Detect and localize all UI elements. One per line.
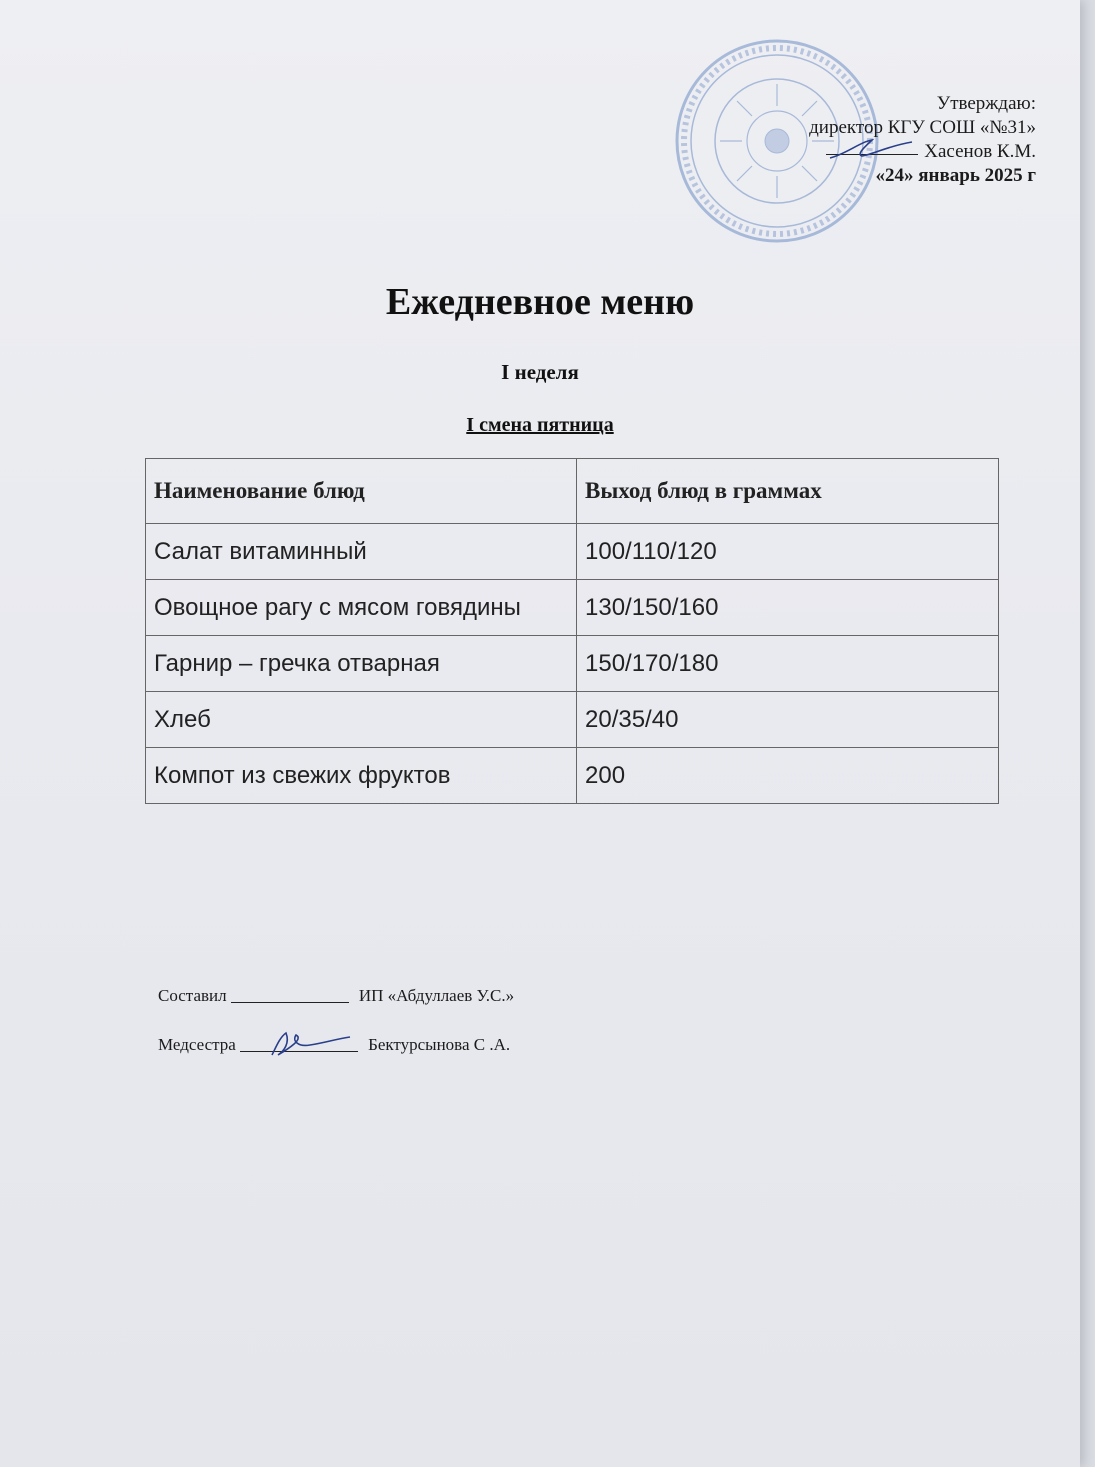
menu-table (145, 458, 999, 804)
dish-name-cell: Гарнир – гречка отварная (146, 636, 577, 692)
table-row (146, 636, 999, 692)
header-portion-weight: Выход блюд в граммах (577, 459, 999, 524)
table-row (146, 692, 999, 748)
page-title: Ежедневное меню (385, 281, 695, 323)
approval-block (809, 92, 1036, 188)
approval-position: директор КГУ СОШ «№31» (809, 117, 1036, 138)
signature-blank (231, 1002, 349, 1003)
table-row (146, 580, 999, 636)
portion-weight-cell: 150/170/180 (577, 636, 999, 692)
portion-weight-cell: 200 (577, 748, 999, 804)
header-dish-name: Наименование блюд (146, 459, 577, 524)
table-row (146, 748, 999, 804)
compiled-name: ИП «Абдуллаев У.С.» (358, 986, 515, 1005)
portion-weight-cell: 100/110/120 (577, 524, 999, 580)
signature-line (826, 154, 918, 155)
approval-date: «24» январь 2025 г (875, 165, 1036, 186)
nurse-signature (264, 1029, 354, 1059)
portion-weight-cell: 20/35/40 (577, 692, 999, 748)
approval-title: Утверждаю: (936, 93, 1036, 114)
approval-signer-name: Хасенов К.М. (924, 141, 1036, 162)
compiled-label: Составил (158, 986, 227, 1005)
signature-blank (240, 1051, 358, 1052)
dish-name-cell: Салат витаминный (146, 524, 577, 580)
table-row (146, 524, 999, 580)
compiled-by-line (158, 986, 514, 1006)
approval-signer-line (809, 140, 1036, 164)
nurse-line (158, 1035, 510, 1055)
dish-name-cell: Хлеб (146, 692, 577, 748)
director-signature (826, 136, 916, 162)
portion-weight-cell: 130/150/160 (577, 580, 999, 636)
nurse-name: Бектурсынова С .А. (368, 1035, 511, 1054)
shift-label: I смена пятница (466, 414, 614, 436)
week-label: I неделя (501, 360, 579, 384)
nurse-label: Медсестра (158, 1035, 236, 1054)
table-header-row (146, 459, 999, 524)
dish-name-cell: Овощное рагу с мясом говядины (146, 580, 577, 636)
dish-name-cell: Компот из свежих фруктов (146, 748, 577, 804)
